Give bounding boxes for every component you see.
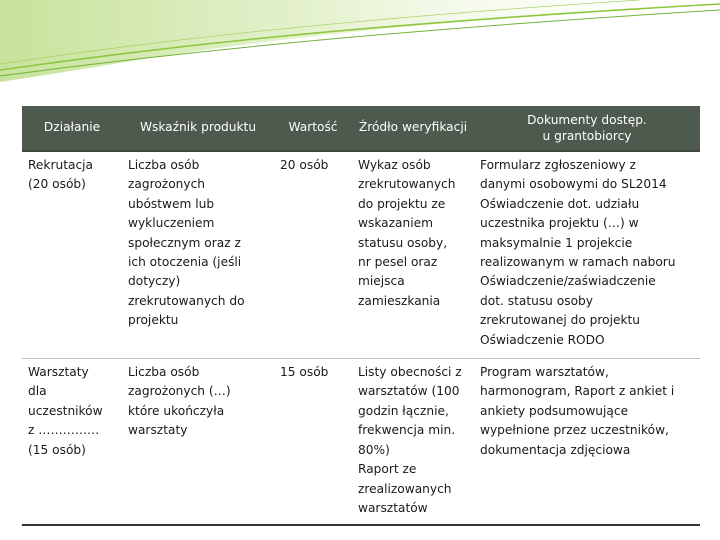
text-line: zrealizowanych [358, 481, 452, 496]
table-row [22, 151, 700, 359]
text-line: frekwencja min. [358, 423, 456, 438]
text-line: uczestnika projektu (…) w [480, 216, 639, 231]
header-zrodlo: Źródło weryfikacji [352, 106, 474, 151]
text-line: wskazaniem [358, 216, 433, 231]
text-line: Raport ze [358, 462, 417, 477]
text-line: projektu [128, 313, 179, 328]
text-line: wypełnione przez uczestników, [480, 423, 669, 438]
indicators-table [22, 106, 700, 526]
text-line: zagrożonych (…) [128, 384, 231, 399]
text-line: z …………… [28, 423, 100, 438]
header-dokumenty: Dokumenty dostęp. u grantobiorcy [474, 106, 700, 151]
text-line: danymi osobowymi do SL2014 [480, 177, 667, 192]
table-row [22, 359, 700, 526]
text-line: dot. statusu osoby [480, 293, 593, 308]
text-line: Oświadczenie/zaświadczenie [480, 274, 656, 289]
text-line: miejsca [358, 274, 405, 289]
header-dzialanie: Działanie [22, 106, 122, 151]
text-line: zagrożonych [128, 177, 206, 192]
text-line: ankiety podsumowujące [480, 403, 629, 418]
text-line: Oświadczenie dot. udziału [480, 196, 640, 211]
text-line: społecznym oraz z [128, 235, 241, 250]
text-line: warsztatów (100 [358, 384, 460, 399]
text-line: warsztaty [128, 423, 188, 438]
cell-zrodlo [352, 151, 474, 359]
text-line: dokumentacja zdjęciowa [480, 442, 631, 457]
text-line: dla [28, 384, 47, 399]
cell-wskaznik [122, 151, 274, 359]
header-wartosc: Wartość [274, 106, 352, 151]
cell-wartosc: 15 osób [274, 359, 352, 526]
text-line: Liczba osób [128, 365, 200, 380]
text-line: które ukończyła [128, 403, 225, 418]
text-line: zamieszkania [358, 293, 441, 308]
cell-zrodlo [352, 359, 474, 526]
cell-wskaznik [122, 359, 274, 526]
text-line: zrekrutowanych do [128, 293, 245, 308]
text-line: Liczba osób [128, 158, 200, 172]
text-line: Listy obecności z [358, 365, 462, 380]
text-line: Formularz zgłoszeniowy z [480, 158, 636, 172]
text-line: ubóstwem lub [128, 196, 215, 211]
text-line: Wykaz osób [358, 158, 431, 172]
text-line: warsztatów [358, 500, 428, 515]
decorative-swoosh [0, 0, 720, 100]
text-line: wykluczeniem [128, 216, 215, 231]
text-line: nr pesel oraz [358, 255, 438, 270]
text-line: Program warsztatów, [480, 365, 609, 380]
text-line: do projektu ze [358, 196, 446, 211]
header-wskaznik: Wskaźnik produktu [122, 106, 274, 151]
text-line: zrekrutowanej do projektu [480, 313, 641, 328]
text-line: Warsztaty [28, 365, 89, 380]
text-line: harmonogram, Raport z ankiet i [480, 384, 675, 399]
cell-dzialanie [22, 151, 122, 359]
text-line: realizowanym w ramach naboru [480, 255, 676, 270]
text-line: Oświadczenie RODO [480, 332, 605, 347]
text-line: godzin łącznie, [358, 403, 449, 418]
table-header-row [22, 106, 700, 151]
cell-wartosc: 20 osób [274, 151, 352, 359]
text-line: uczestników [28, 403, 103, 418]
text-line: maksymalnie 1 projekcie [480, 235, 633, 250]
text-line: Rekrutacja [28, 158, 94, 172]
cell-dokumenty [474, 151, 700, 359]
text-line: zrekrutowanych [358, 177, 456, 192]
cell-dzialanie [22, 359, 122, 526]
text-line: (20 osób) [28, 177, 86, 192]
text-line: (15 osób) [28, 442, 86, 457]
text-line: ich otoczenia (jeśli [128, 255, 242, 270]
cell-dokumenty [474, 359, 700, 526]
text-line: dotyczy) [128, 274, 181, 289]
text-line: statusu osoby, [358, 235, 448, 250]
text-line: 80%) [358, 442, 390, 457]
